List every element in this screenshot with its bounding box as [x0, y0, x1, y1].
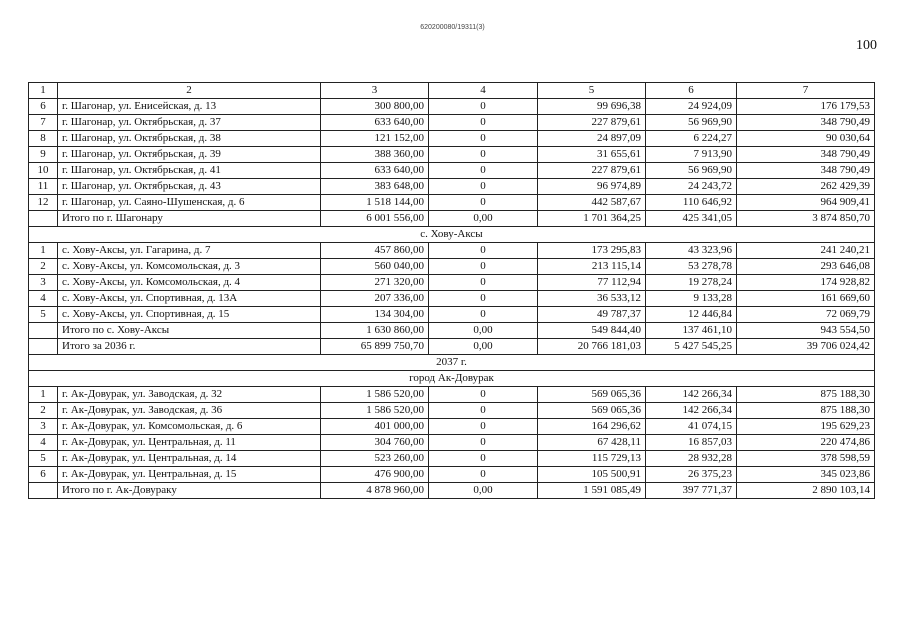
table-cell: г. Шагонар, ул. Енисейская, д. 13: [58, 99, 321, 115]
table-cell: 105 500,91: [538, 467, 646, 483]
empty-cell: [29, 211, 58, 227]
table-cell: 1: [29, 243, 58, 259]
table-cell: 12: [29, 195, 58, 211]
table-cell: 56 969,90: [646, 115, 737, 131]
column-number-cell: 7: [737, 83, 875, 99]
table-cell: 220 474,86: [737, 435, 875, 451]
table-cell: 964 909,41: [737, 195, 875, 211]
subtotal-cell: 5 427 545,25: [646, 339, 737, 355]
table-cell: 457 860,00: [321, 243, 429, 259]
table-cell: 12 446,84: [646, 307, 737, 323]
table-cell: 0: [429, 291, 538, 307]
housing-repair-table: [28, 82, 875, 499]
subtotal-cell: 0,00: [429, 323, 538, 339]
table-cell: г. Ак-Довурак, ул. Центральная, д. 11: [58, 435, 321, 451]
subtotal-row: [29, 323, 875, 339]
subtotal-cell: Итого по с. Хову-Аксы: [58, 323, 321, 339]
table-cell: 0: [429, 403, 538, 419]
table-cell: 72 069,79: [737, 307, 875, 323]
table-cell: 300 800,00: [321, 99, 429, 115]
table-cell: с. Хову-Аксы, ул. Спортивная, д. 13А: [58, 291, 321, 307]
table-cell: 174 928,82: [737, 275, 875, 291]
table-row: [29, 99, 875, 115]
table-cell: г. Ак-Довурак, ул. Центральная, д. 15: [58, 467, 321, 483]
table-cell: 41 074,15: [646, 419, 737, 435]
column-number-cell: 5: [538, 83, 646, 99]
table-cell: 6: [29, 99, 58, 115]
table-cell: г. Ак-Довурак, ул. Заводская, д. 36: [58, 403, 321, 419]
table-cell: 5: [29, 451, 58, 467]
table-cell: 227 879,61: [538, 115, 646, 131]
table-cell: г. Шагонар, ул. Октябрьская, д. 38: [58, 131, 321, 147]
table-row: [29, 147, 875, 163]
subtotal-cell: Итого по г. Шагонару: [58, 211, 321, 227]
table-cell: 1 586 520,00: [321, 403, 429, 419]
subtotal-cell: 1 701 364,25: [538, 211, 646, 227]
section-title-cell: 2037 г.: [29, 355, 875, 371]
table-cell: 77 112,94: [538, 275, 646, 291]
table-cell: 207 336,00: [321, 291, 429, 307]
table-row: [29, 163, 875, 179]
table-row: [29, 307, 875, 323]
table-cell: 213 115,14: [538, 259, 646, 275]
table-cell: г. Шагонар, ул. Октябрьская, д. 43: [58, 179, 321, 195]
table-cell: 383 648,00: [321, 179, 429, 195]
table-row: [29, 451, 875, 467]
table-cell: 401 000,00: [321, 419, 429, 435]
table-cell: 43 323,96: [646, 243, 737, 259]
table-cell: 345 023,86: [737, 467, 875, 483]
table-row: [29, 419, 875, 435]
table-cell: 1: [29, 387, 58, 403]
table-cell: 0: [429, 451, 538, 467]
column-number-cell: 2: [58, 83, 321, 99]
year-header-row: [29, 355, 875, 371]
table-cell: 26 375,23: [646, 467, 737, 483]
table-cell: г. Ак-Довурак, ул. Комсомольская, д. 6: [58, 419, 321, 435]
table-cell: 293 646,08: [737, 259, 875, 275]
table-cell: с. Хову-Аксы, ул. Спортивная, д. 15: [58, 307, 321, 323]
subtotal-row: [29, 339, 875, 355]
table-cell: 134 304,00: [321, 307, 429, 323]
table-cell: 164 296,62: [538, 419, 646, 435]
table-cell: 6: [29, 467, 58, 483]
table-row: [29, 403, 875, 419]
table-row: [29, 275, 875, 291]
subtotal-cell: 397 771,37: [646, 483, 737, 499]
table-cell: 28 932,28: [646, 451, 737, 467]
table-cell: 560 040,00: [321, 259, 429, 275]
table-cell: 569 065,36: [538, 403, 646, 419]
table-cell: 227 879,61: [538, 163, 646, 179]
table-cell: 378 598,59: [737, 451, 875, 467]
table-cell: 0: [429, 307, 538, 323]
table-cell: 10: [29, 163, 58, 179]
subtotal-row: [29, 211, 875, 227]
table-cell: 90 030,64: [737, 131, 875, 147]
table-cell: 49 787,37: [538, 307, 646, 323]
table-cell: г. Шагонар, ул. Саяно-Шушенская, д. 6: [58, 195, 321, 211]
table-cell: 0: [429, 275, 538, 291]
table-row: [29, 259, 875, 275]
table-cell: 304 760,00: [321, 435, 429, 451]
subtotal-cell: 1 591 085,49: [538, 483, 646, 499]
subtotal-cell: 0,00: [429, 483, 538, 499]
table-cell: 5: [29, 307, 58, 323]
section-title-cell: город Ак-Довурак: [29, 371, 875, 387]
table-cell: 142 266,34: [646, 403, 737, 419]
table-row: [29, 115, 875, 131]
subtotal-cell: 2 890 103,14: [737, 483, 875, 499]
table-cell: 173 295,83: [538, 243, 646, 259]
subtotal-cell: 549 844,40: [538, 323, 646, 339]
table-cell: 6 224,27: [646, 131, 737, 147]
column-number-cell: 4: [429, 83, 538, 99]
empty-cell: [29, 483, 58, 499]
table-cell: 7: [29, 115, 58, 131]
table-cell: 633 640,00: [321, 163, 429, 179]
table-cell: 24 924,09: [646, 99, 737, 115]
table-cell: 4: [29, 291, 58, 307]
table-cell: 115 729,13: [538, 451, 646, 467]
table-cell: 0: [429, 259, 538, 275]
table-cell: 9 133,28: [646, 291, 737, 307]
table-cell: 348 790,49: [737, 163, 875, 179]
table-cell: 875 188,30: [737, 387, 875, 403]
table-cell: 0: [429, 147, 538, 163]
table-cell: 0: [429, 163, 538, 179]
column-number-cell: 6: [646, 83, 737, 99]
table-cell: 3: [29, 419, 58, 435]
subtotal-cell: 943 554,50: [737, 323, 875, 339]
table-cell: 7 913,90: [646, 147, 737, 163]
column-number-cell: 3: [321, 83, 429, 99]
table-cell: 348 790,49: [737, 115, 875, 131]
subtotal-cell: 3 874 850,70: [737, 211, 875, 227]
subtotal-row: [29, 483, 875, 499]
table-cell: 0: [429, 467, 538, 483]
table-cell: 388 360,00: [321, 147, 429, 163]
table-row: [29, 131, 875, 147]
table-cell: 19 278,24: [646, 275, 737, 291]
column-number-cell: 1: [29, 83, 58, 99]
subtotal-cell: 65 899 750,70: [321, 339, 429, 355]
table-cell: с. Хову-Аксы, ул. Комсомольская, д. 4: [58, 275, 321, 291]
table-cell: 121 152,00: [321, 131, 429, 147]
table-cell: 11: [29, 179, 58, 195]
table-cell: 195 629,23: [737, 419, 875, 435]
table-row: [29, 387, 875, 403]
table-cell: 0: [429, 99, 538, 115]
section-header-row: [29, 371, 875, 387]
table-cell: 875 188,30: [737, 403, 875, 419]
document-id: 620200080/19311(3): [420, 24, 485, 31]
table-cell: 0: [429, 243, 538, 259]
table-cell: 16 857,03: [646, 435, 737, 451]
table-row: [29, 195, 875, 211]
table-cell: г. Ак-Довурак, ул. Центральная, д. 14: [58, 451, 321, 467]
table-cell: 0: [429, 387, 538, 403]
table-cell: 110 646,92: [646, 195, 737, 211]
table-cell: 142 266,34: [646, 387, 737, 403]
table-cell: г. Шагонар, ул. Октябрьская, д. 37: [58, 115, 321, 131]
table-cell: 569 065,36: [538, 387, 646, 403]
table-cell: 0: [429, 435, 538, 451]
table-cell: 24 897,09: [538, 131, 646, 147]
table-cell: 3: [29, 275, 58, 291]
table-cell: г. Шагонар, ул. Октябрьская, д. 41: [58, 163, 321, 179]
table-cell: 56 969,90: [646, 163, 737, 179]
table-row: [29, 467, 875, 483]
table-cell: 67 428,11: [538, 435, 646, 451]
subtotal-cell: Итого за 2036 г.: [58, 339, 321, 355]
table-cell: 262 429,39: [737, 179, 875, 195]
subtotal-cell: 4 878 960,00: [321, 483, 429, 499]
subtotal-cell: 20 766 181,03: [538, 339, 646, 355]
table-cell: 24 243,72: [646, 179, 737, 195]
empty-cell: [29, 323, 58, 339]
table-cell: 523 260,00: [321, 451, 429, 467]
table-cell: с. Хову-Аксы, ул. Комсомольская, д. 3: [58, 259, 321, 275]
table-cell: 176 179,53: [737, 99, 875, 115]
empty-cell: [29, 339, 58, 355]
section-header-row: [29, 227, 875, 243]
table-cell: 1 518 144,00: [321, 195, 429, 211]
table-cell: 8: [29, 131, 58, 147]
subtotal-cell: 39 706 024,42: [737, 339, 875, 355]
subtotal-cell: 425 341,05: [646, 211, 737, 227]
subtotal-cell: 0,00: [429, 339, 538, 355]
table-cell: 633 640,00: [321, 115, 429, 131]
table-cell: 0: [429, 419, 538, 435]
table-cell: 442 587,67: [538, 195, 646, 211]
table-cell: 2: [29, 259, 58, 275]
table-cell: 348 790,49: [737, 147, 875, 163]
subtotal-cell: Итого по г. Ак-Довураку: [58, 483, 321, 499]
table-cell: 53 278,78: [646, 259, 737, 275]
table-cell: 476 900,00: [321, 467, 429, 483]
table-row: [29, 243, 875, 259]
page-number: 100: [856, 38, 877, 53]
table-row: [29, 291, 875, 307]
table-cell: 1 586 520,00: [321, 387, 429, 403]
table-row: [29, 179, 875, 195]
column-number-row: [29, 83, 875, 99]
table-cell: 271 320,00: [321, 275, 429, 291]
table-cell: 2: [29, 403, 58, 419]
section-title-cell: с. Хову-Аксы: [29, 227, 875, 243]
table-cell: 0: [429, 131, 538, 147]
table-cell: 0: [429, 195, 538, 211]
subtotal-cell: 6 001 556,00: [321, 211, 429, 227]
table-cell: 161 669,60: [737, 291, 875, 307]
table-cell: 0: [429, 115, 538, 131]
table-cell: 9: [29, 147, 58, 163]
subtotal-cell: 0,00: [429, 211, 538, 227]
table-cell: 96 974,89: [538, 179, 646, 195]
table-cell: 99 696,38: [538, 99, 646, 115]
table-cell: 4: [29, 435, 58, 451]
table-cell: 36 533,12: [538, 291, 646, 307]
table-cell: г. Шагонар, ул. Октябрьская, д. 39: [58, 147, 321, 163]
subtotal-cell: 137 461,10: [646, 323, 737, 339]
table-cell: 0: [429, 179, 538, 195]
table-cell: с. Хову-Аксы, ул. Гагарина, д. 7: [58, 243, 321, 259]
table-cell: г. Ак-Довурак, ул. Заводская, д. 32: [58, 387, 321, 403]
table-row: [29, 435, 875, 451]
subtotal-cell: 1 630 860,00: [321, 323, 429, 339]
table-cell: 31 655,61: [538, 147, 646, 163]
table-cell: 241 240,21: [737, 243, 875, 259]
